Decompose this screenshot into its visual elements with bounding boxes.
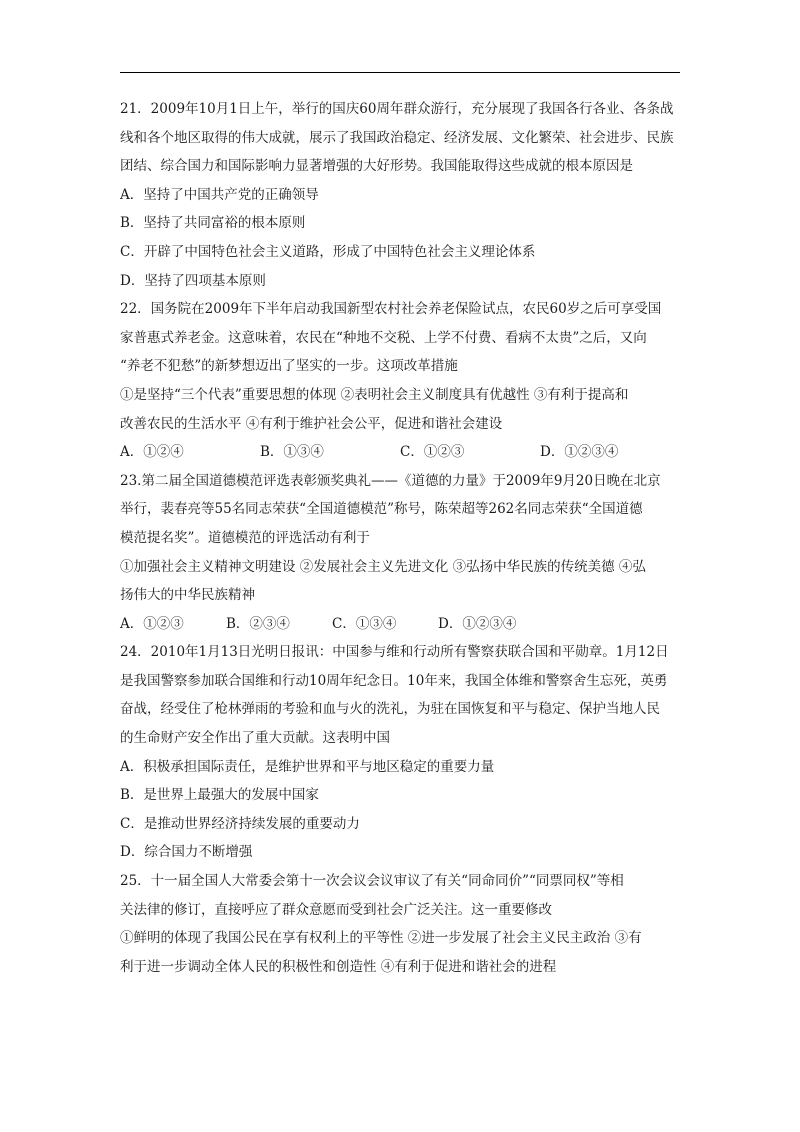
option-d: D．综合国力不断增强 bbox=[120, 844, 253, 861]
options-row bbox=[120, 610, 680, 639]
question-text-line: “养老不犯愁”的新梦想迈出了坚实的一步。这项改革措施 bbox=[120, 358, 458, 375]
header-rule bbox=[120, 72, 680, 73]
statements-line: 改善农民的生活水平 ④有利于维护社会公平，促进和谐社会建设 bbox=[120, 415, 503, 432]
question-text-line: 团结、综合国力和国际影响力显著增强的大好形势。我国能取得这些成就的根本原因是 bbox=[120, 158, 633, 175]
question-23 bbox=[120, 467, 680, 639]
option-b: B．坚持了共同富裕的根本原则 bbox=[120, 215, 306, 232]
option-a: A．坚持了中国共产党的正确领导 bbox=[120, 186, 319, 203]
statements-line: ①是坚持“三个代表”重要思想的体现 ②表明社会主义制度具有优越性 ③有利于提高和 bbox=[120, 386, 629, 403]
options-row bbox=[120, 438, 680, 467]
question-text-line: 21．2009年10月1日上午，举行的国庆60周年群众游行，充分展现了我国各行各业、各条战 bbox=[120, 101, 674, 117]
option-a: A．①②③ bbox=[120, 615, 184, 632]
question-text-line: 的生命财产安全作出了重大贡献。这表明中国 bbox=[120, 730, 390, 747]
statements-line: 扬伟大的中华民族精神 bbox=[120, 587, 255, 604]
question-text-line: 奋战，经受住了枪林弹雨的考验和血与火的洗礼，为驻在国恢复和平与稳定、保护当地人民 bbox=[120, 701, 660, 718]
option-d: D．①②③④ bbox=[438, 615, 517, 632]
statements-line: ①鲜明的体现了我国公民在享有权利上的平等性 ②进一步发展了社会主义民主政治 ③有 bbox=[120, 930, 642, 947]
question-21 bbox=[120, 95, 680, 295]
question-text-line: 关法律的修订，直接呼应了群众意愿而受到社会广泛关注。这一重要修改 bbox=[120, 901, 552, 918]
question-text-line: 举行，裴春亮等55名同志荣获“全国道德模范”称号，陈荣超等262名同志荣获“全国道德 bbox=[120, 501, 643, 518]
document-body bbox=[120, 95, 680, 981]
question-text-line: 23.第二届全国道德模范评选表彰颁奖典礼——《道德的力量》于2009年9月20日晚在北京 bbox=[120, 472, 661, 489]
option-a: A．积极承担国际责任，是维护世界和平与地区稳定的重要力量 bbox=[120, 758, 495, 775]
question-text-line: 家普惠式养老金。这意味着，农民在“种地不交税、上学不付费、看病不太贵”之后，又向 bbox=[120, 329, 647, 346]
option-b: B．②③④ bbox=[226, 615, 290, 632]
question-text-line: 22．国务院在2009年下半年启动我国新型农村社会养老保险试点，农民60岁之后可享受国 bbox=[120, 301, 662, 318]
option-b: B．①③④ bbox=[260, 444, 324, 461]
option-c: C．是推动世界经济持续发展的重要动力 bbox=[120, 815, 360, 832]
option-c: C．①②③ bbox=[400, 444, 465, 461]
option-b: B．是世界上最强大的发展中国家 bbox=[120, 787, 319, 804]
question-text-line: 25．十一届全国人大常委会第十一次会议会议审议了有关“同命同价”“同票同权”等相 bbox=[120, 873, 624, 890]
question-text-line: 是我国警察参加联合国维和行动10周年纪念日。10年来，我国全体维和警察舍生忘死，英勇 bbox=[120, 672, 668, 689]
question-25 bbox=[120, 867, 680, 981]
statements-line: ①加强社会主义精神文明建设 ②发展社会主义先进文化 ③弘扬中华民族的传统美德 ④弘 bbox=[120, 558, 646, 575]
option-d: D．坚持了四项基本原则 bbox=[120, 272, 266, 289]
option-a: A．①②④ bbox=[120, 444, 184, 461]
question-text-line: 24．2010年1月13日光明日报讯：中国参与维和行动所有警察获联合国和平勋章。1月12日 bbox=[120, 644, 669, 661]
statements-line: 利于进一步调动全体人民的积极性和创造性 ④有利于促进和谐社会的进程 bbox=[120, 958, 557, 975]
option-d: D．①②③④ bbox=[540, 444, 619, 461]
question-text-line: 模范提名奖”。道德模范的评选活动有利于 bbox=[120, 529, 370, 546]
question-22 bbox=[120, 295, 680, 467]
option-c: C．①③④ bbox=[332, 615, 397, 632]
option-c: C．开辟了中国特色社会主义道路，形成了中国特色社会主义理论体系 bbox=[120, 243, 536, 260]
question-24 bbox=[120, 638, 680, 867]
question-text-line: 线和各个地区取得的伟大成就，展示了我国政治稳定、经济发展、文化繁荣、社会进步、民族 bbox=[120, 129, 674, 146]
